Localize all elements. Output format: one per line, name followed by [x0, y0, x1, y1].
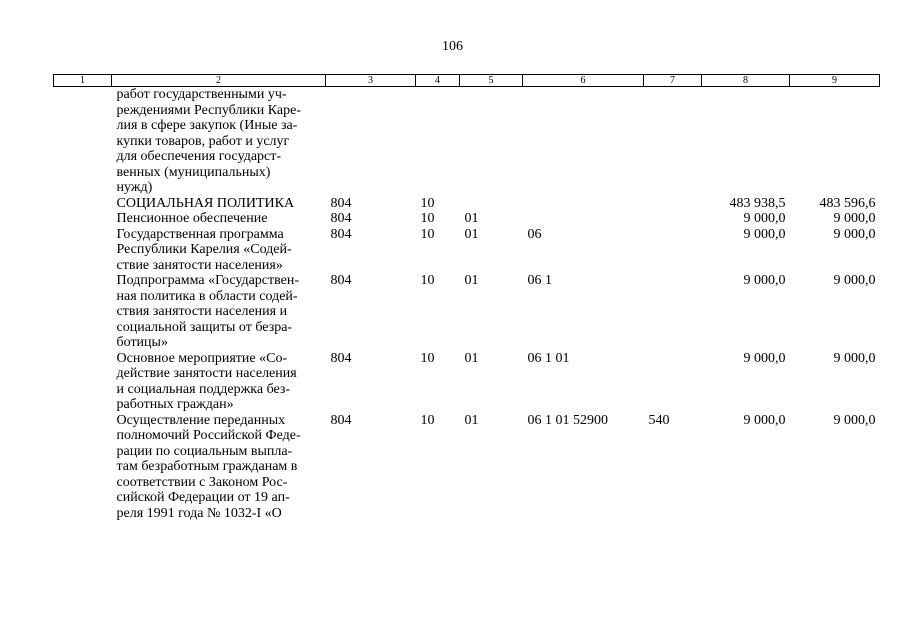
item-name-cell	[112, 273, 326, 351]
ministry-code-cell: 804	[330, 226, 352, 242]
expense-type-cell: 540	[648, 412, 670, 428]
item-name-cell	[112, 87, 326, 196]
subsection-code-cell: 01	[464, 273, 479, 288]
target-article-cell	[523, 211, 644, 227]
row-state-program	[54, 227, 880, 274]
amount-year-1-cell: 9 000,0	[743, 350, 786, 366]
target-article-cell	[523, 87, 644, 196]
cell-col-1	[54, 211, 112, 227]
subsection-code-cell: 01	[464, 211, 479, 226]
column-number-8: 8	[702, 75, 790, 87]
item-name-line: нужд)	[116, 180, 153, 195]
cell-col-1	[54, 227, 112, 274]
amount-year-2-cell	[790, 87, 880, 196]
column-number-5: 5	[460, 75, 523, 87]
expense-type-cell	[644, 227, 702, 274]
amount-year-2-cell: 9 000,0	[833, 412, 876, 428]
row-social-policy	[54, 196, 880, 212]
subsection-code-cell	[460, 87, 523, 196]
target-article-cell: 06	[527, 226, 542, 242]
item-name-line: СОЦИАЛЬНАЯ ПОЛИТИКА	[116, 195, 295, 211]
item-name-line: ствие занятости населения»	[116, 257, 283, 273]
item-name-line: Основное мероприятие «Со-	[116, 350, 288, 366]
amount-year-2-cell: 9 000,0	[833, 211, 876, 226]
item-name-line: Подпрограмма «Государствен-	[116, 273, 300, 288]
section-code-cell: 10	[420, 226, 435, 242]
item-name-cell	[112, 413, 326, 522]
cell-col-1	[54, 413, 112, 522]
item-name-line: реждениями Республики Каре-	[116, 102, 301, 118]
item-name-cell	[112, 227, 326, 274]
item-name-line: работных граждан»	[116, 397, 234, 412]
amount-year-1-cell: 9 000,0	[743, 412, 786, 428]
item-name-line: ботицы»	[116, 335, 168, 350]
item-name-line: работ государственными уч-	[116, 87, 287, 102]
item-name-line: ная политика в области содей-	[116, 288, 298, 304]
amount-year-1-cell: 9 000,0	[743, 226, 786, 242]
expense-type-cell	[644, 211, 702, 227]
ministry-code-cell: 804	[330, 350, 352, 366]
amount-year-1-cell	[702, 87, 790, 196]
item-name-line: Государственная программа	[116, 226, 284, 242]
target-article-cell: 06 1 01 52900	[527, 412, 608, 428]
column-number-9: 9	[790, 75, 880, 87]
item-name-line: действие занятости населения	[116, 366, 297, 381]
target-article-cell: 06 1	[527, 273, 552, 288]
ministry-code-cell: 804	[330, 273, 352, 288]
expense-type-cell	[644, 87, 702, 196]
item-name-line: венных (муниципальных)	[116, 164, 271, 180]
page-number: 106	[442, 39, 463, 54]
section-code-cell: 10	[420, 273, 435, 288]
target-article-cell: 06 1 01	[527, 350, 570, 366]
subsection-code-cell	[460, 196, 523, 212]
cell-col-1	[54, 273, 112, 351]
section-code-cell: 10	[420, 211, 435, 226]
item-name-line: сийской Федерации от 19 ап-	[116, 490, 290, 505]
item-name-line: реля 1991 года № 1032-I «О	[116, 505, 282, 521]
subsection-code-cell: 01	[464, 226, 479, 242]
amount-year-1-cell: 9 000,0	[743, 273, 786, 288]
target-article-cell	[523, 196, 644, 212]
cell-col-1	[54, 196, 112, 212]
section-code-cell	[416, 87, 460, 196]
amount-year-2-cell: 483 596,6	[819, 195, 876, 211]
budget-table	[53, 74, 880, 521]
expense-type-cell	[644, 351, 702, 413]
item-name-line: Осуществление переданных	[116, 412, 286, 428]
row-main-activity	[54, 351, 880, 413]
section-code-cell: 10	[420, 412, 435, 428]
row-subprogram	[54, 273, 880, 351]
item-name-line: там безработным гражданам в	[116, 459, 298, 474]
item-name-line: социальной защиты от безра-	[116, 319, 293, 335]
amount-year-1-cell: 483 938,5	[729, 195, 786, 211]
subsection-code-cell: 01	[464, 350, 479, 366]
section-code-cell: 10	[420, 195, 435, 211]
item-name-line: купки товаров, работ и услуг	[116, 133, 290, 149]
item-name-line: рации по социальным выпла-	[116, 443, 293, 459]
amount-year-1-cell: 9 000,0	[743, 211, 786, 226]
row-continuation	[54, 87, 880, 196]
ministry-code-cell	[326, 87, 416, 196]
item-name-line: лия в сфере закупок (Иные за-	[116, 118, 298, 133]
column-number-1: 1	[54, 75, 112, 87]
cell-col-1	[54, 87, 112, 196]
item-name-line: полномочий Российской Феде-	[116, 428, 301, 443]
item-name-cell	[112, 351, 326, 413]
row-pension	[54, 211, 880, 227]
expense-type-cell	[644, 273, 702, 351]
item-name-line: и социальная поддержка без-	[116, 381, 291, 397]
expense-type-cell	[644, 196, 702, 212]
ministry-code-cell: 804	[330, 211, 352, 226]
item-name-cell	[112, 196, 326, 212]
amount-year-2-cell: 9 000,0	[833, 226, 876, 242]
column-number-6: 6	[523, 75, 644, 87]
column-number-header-row	[54, 75, 880, 87]
section-code-cell: 10	[420, 350, 435, 366]
amount-year-2-cell: 9 000,0	[833, 273, 876, 288]
item-name-line: для обеспечения государст-	[116, 149, 282, 164]
item-name-line: соответствии с Законом Рос-	[116, 474, 288, 490]
column-number-4: 4	[416, 75, 460, 87]
item-name-cell	[112, 211, 326, 227]
subsection-code-cell: 01	[464, 412, 479, 428]
cell-col-1	[54, 351, 112, 413]
column-number-2: 2	[112, 75, 326, 87]
amount-year-2-cell: 9 000,0	[833, 350, 876, 366]
row-delegated-powers	[54, 413, 880, 522]
ministry-code-cell: 804	[330, 195, 352, 211]
column-number-7: 7	[644, 75, 702, 87]
item-name-line: ствия занятости населения и	[116, 304, 288, 319]
item-name-line: Пенсионное обеспечение	[116, 211, 268, 226]
table-body	[54, 87, 880, 522]
ministry-code-cell: 804	[330, 412, 352, 428]
column-number-3: 3	[326, 75, 416, 87]
item-name-line: Республики Карелия «Содей-	[116, 242, 292, 257]
